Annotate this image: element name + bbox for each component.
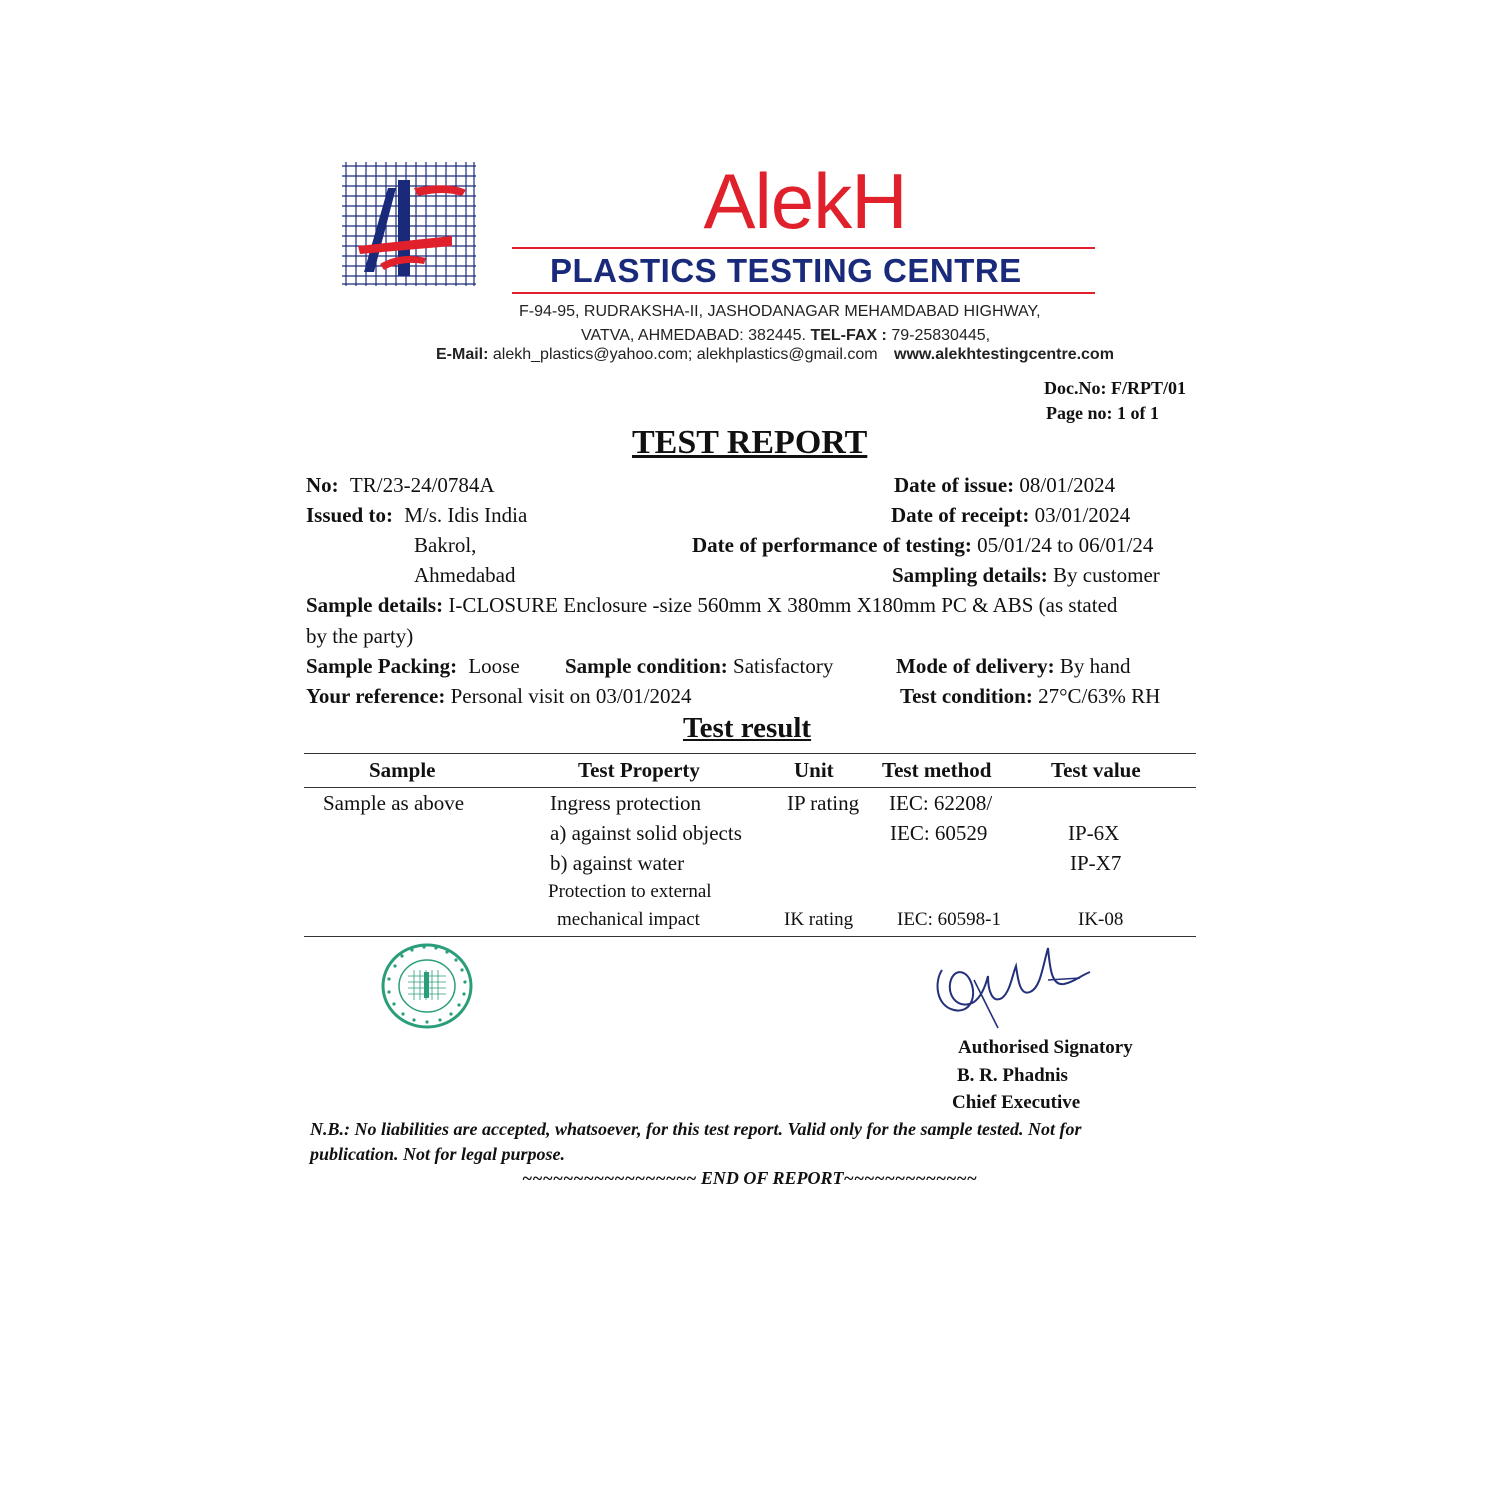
- sample-condition-value: Satisfactory: [733, 654, 834, 678]
- header-unit: Unit: [794, 758, 834, 782]
- address-line-2: [581, 327, 990, 345]
- date-of-issue-label: Date of issue:: [894, 473, 1015, 497]
- telfax-label: TEL-FAX :: [810, 327, 887, 344]
- report-number-label: No:: [306, 473, 339, 497]
- signatory-role: Chief Executive: [952, 1092, 1081, 1113]
- report-number-value: TR/23-24/0784A: [349, 473, 495, 497]
- test-condition: [900, 684, 1160, 709]
- table-bottom-rule: [304, 936, 1196, 937]
- cell-property-4: Protection to external: [548, 881, 712, 902]
- mode-of-delivery-label: Mode of delivery:: [896, 654, 1055, 678]
- telfax-value: 79-25830445,: [891, 327, 991, 344]
- cell-value-1: IP-6X: [1068, 821, 1120, 845]
- centre-name: PLASTICS TESTING CENTRE: [550, 252, 1022, 289]
- company-seal: [380, 942, 474, 1030]
- sample-condition: [565, 654, 833, 679]
- your-reference-value: Personal visit on 03/01/2024: [450, 684, 692, 708]
- cell-property-5: mechanical impact: [557, 909, 700, 930]
- issued-to-label: Issued to:: [306, 503, 393, 527]
- sampling-details: [892, 563, 1160, 588]
- date-of-issue-value: 08/01/2024: [1019, 473, 1116, 497]
- date-of-receipt-value: 03/01/2024: [1034, 503, 1131, 527]
- date-of-testing-label: Date of performance of testing:: [692, 533, 972, 557]
- disclaimer-line-1: N.B.: No liabilities are accepted, whatsoever, for this test report. Valid only for the sample tested. Not for: [310, 1119, 1082, 1139]
- table-header-rule: [304, 787, 1196, 788]
- test-result-title: Test result: [683, 712, 812, 744]
- cell-sample: Sample as above: [323, 791, 465, 815]
- cell-method-1: IEC: 62208/: [889, 791, 993, 815]
- doc-number: Doc.No: F/RPT/01: [1044, 378, 1186, 398]
- sample-details-continued: by the party): [306, 624, 414, 648]
- header-test-value: Test value: [1051, 758, 1141, 782]
- mode-of-delivery-value: By hand: [1059, 654, 1131, 678]
- cell-value-3: IK-08: [1078, 909, 1124, 930]
- issued-to-line-3: Ahmedabad: [414, 563, 516, 587]
- sample-condition-label: Sample condition:: [565, 654, 728, 678]
- signatory-title: Authorised Signatory: [958, 1037, 1133, 1058]
- cell-unit-2: IK rating: [784, 909, 854, 930]
- brand-name: AlekH: [703, 157, 907, 245]
- header-sample: Sample: [369, 758, 436, 782]
- sample-details-value: I-CLOSURE Enclosure -size 560mm X 380mm X180mm PC & ABS (as stated: [448, 593, 1118, 617]
- address-city: VATVA, AHMEDABAD: 382445.: [581, 327, 806, 344]
- cell-method-3: IEC: 60598-1: [897, 909, 1001, 930]
- date-of-testing: [692, 533, 1153, 558]
- sampling-details-value: By customer: [1053, 563, 1160, 587]
- test-condition-value: 27°C/63% RH: [1038, 684, 1161, 708]
- date-of-receipt-label: Date of receipt:: [891, 503, 1030, 527]
- issued-to-line-1: M/s. Idis India: [404, 503, 528, 527]
- authorised-signature: [930, 940, 1095, 1030]
- date-of-testing-value: 05/01/24 to 06/01/24: [977, 533, 1154, 557]
- address-line-1: F-94-95, RUDRAKSHA-II, JASHODANAGAR MEHAMDABAD HIGHWAY,: [519, 303, 1041, 320]
- issued-to: [306, 503, 527, 528]
- end-of-report: ~~~~~~~~~~~~~~~~~ END OF REPORT~~~~~~~~~~~~~: [522, 1168, 977, 1188]
- cell-property-1: Ingress protection: [550, 791, 702, 815]
- cell-method-2: IEC: 60529: [890, 821, 988, 845]
- date-of-receipt: [891, 503, 1130, 528]
- header-test-property: Test Property: [578, 758, 700, 782]
- sample-packing-label: Sample Packing:: [306, 654, 458, 678]
- company-logo: [340, 160, 478, 288]
- issued-to-line-2: Bakrol,: [414, 533, 477, 557]
- mode-of-delivery: [896, 654, 1130, 679]
- sample-details-label: Sample details:: [306, 593, 444, 617]
- contact-line: [436, 346, 1114, 364]
- cell-property-2: a) against solid objects: [550, 821, 742, 845]
- date-of-issue: [894, 473, 1115, 498]
- brand-divider-top: [512, 247, 1095, 249]
- cell-value-2: IP-X7: [1070, 851, 1122, 875]
- email-value: alekh_plastics@yahoo.com; alekhplastics@gmail.com: [492, 346, 878, 363]
- cell-unit-1: IP rating: [787, 791, 860, 815]
- table-top-rule: [304, 753, 1196, 754]
- report-title: TEST REPORT: [632, 424, 868, 461]
- your-reference: [306, 684, 692, 709]
- report-number: [306, 473, 495, 498]
- sample-packing-value: Loose: [468, 654, 520, 678]
- test-condition-label: Test condition:: [900, 684, 1033, 708]
- sampling-details-label: Sampling details:: [892, 563, 1048, 587]
- your-reference-label: Your reference:: [306, 684, 446, 708]
- signatory-name: B. R. Phadnis: [957, 1065, 1068, 1086]
- website: www.alekhtestingcentre.com: [894, 346, 1114, 363]
- brand-divider-bottom: [512, 292, 1095, 294]
- disclaimer-line-2: publication. Not for legal purpose.: [310, 1144, 566, 1164]
- cell-property-3: b) against water: [550, 851, 685, 875]
- page-number: Page no: 1 of 1: [1046, 403, 1159, 423]
- email-label: E-Mail:: [436, 346, 489, 363]
- sample-details: [306, 593, 1117, 618]
- header-test-method: Test method: [882, 758, 992, 782]
- sample-packing: [306, 654, 520, 679]
